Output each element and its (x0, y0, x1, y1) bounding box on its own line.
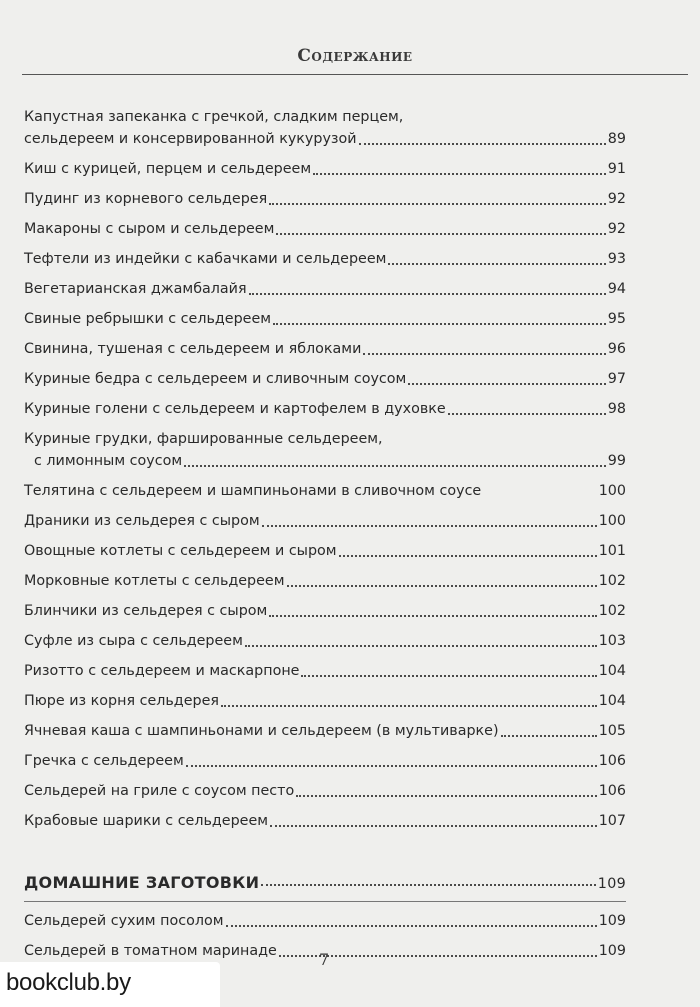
toc-entry-title: Свиные ребрышки с сельдереем (24, 311, 272, 327)
watermark-text: bookclub.by (6, 969, 131, 996)
toc-entry-page: 107 (598, 813, 626, 829)
toc-entry (24, 270, 626, 300)
toc-entry-title: с лимонным соусом (34, 453, 183, 469)
dot-leader (339, 555, 597, 557)
toc-entry (24, 180, 626, 210)
dot-leader (388, 263, 605, 265)
dot-leader (186, 765, 597, 767)
section-title: ДОМАШНИЕ ЗАГОТОВКИ (24, 873, 260, 892)
toc-entry-title: Гречка с сельдереем (24, 753, 184, 769)
toc-entry-page: 96 (607, 341, 626, 357)
dot-leader (221, 705, 597, 707)
toc-entry (24, 772, 626, 802)
dot-leader (269, 615, 596, 617)
toc-entry-title: Крабовые шарики с сельдереем (24, 813, 269, 829)
dot-leader (448, 413, 606, 415)
toc-entry-page: 92 (607, 191, 626, 207)
toc-entry-page: 95 (607, 311, 626, 327)
toc-entry-title: Сельдерей в томатном маринаде (24, 943, 277, 959)
toc-entry-title: Ризотто с сельдереем и маскарпоне (24, 663, 300, 679)
table-of-contents (24, 100, 626, 962)
toc-entry-title: Сельдерей на гриле с соусом песто (24, 783, 295, 799)
toc-entry (24, 210, 626, 240)
dot-leader (296, 795, 596, 797)
toc-entry-title: Куриные бедра с сельдереем и сливочным соусом (24, 371, 407, 387)
dot-leader (226, 925, 597, 927)
toc-entry (24, 802, 626, 832)
toc-entry (24, 562, 626, 592)
toc-entry-title: Ячневая каша с шампиньонами и сельдереем (в мультиварке) (24, 723, 499, 739)
dot-leader (313, 173, 606, 175)
toc-entry-page: 92 (607, 221, 626, 237)
toc-entry-page: 89 (607, 131, 626, 147)
toc-entry (24, 150, 626, 180)
toc-entry (24, 240, 626, 270)
toc-entry (24, 502, 626, 532)
toc-entry-title: Сельдерей сухим посолом (24, 913, 224, 929)
dot-leader (359, 143, 606, 145)
toc-entry-page: 99 (607, 453, 626, 469)
watermark (0, 962, 220, 1007)
toc-entry-title: Куриные голени с сельдереем и картофелем в духовке (24, 401, 446, 417)
toc-entry-title: Морковные котлеты с сельдереем (24, 573, 285, 589)
section-gap (24, 832, 626, 866)
toc-entry-title: Суфле из сыра с сельдереем (24, 633, 243, 649)
toc-entry-title: сельдереем и консервированной кукурузой (24, 131, 357, 147)
toc-entry-page: 105 (598, 723, 626, 739)
toc-entry-title: Пюре из корня сельдерея (24, 693, 219, 709)
toc-entry-title: Свинина, тушеная с сельдереем и яблоками (24, 341, 362, 357)
toc-entry-title: Овощные котлеты с сельдереем и сыром (24, 543, 337, 559)
dot-leader (501, 735, 597, 737)
dot-leader (408, 383, 605, 385)
toc-entry (24, 106, 626, 150)
dot-leader (249, 293, 606, 295)
toc-entry-title: Драники из сельдерея с сыром (24, 513, 260, 529)
toc-entry-page: 97 (607, 371, 626, 387)
toc-entry (24, 300, 626, 330)
dot-leader (269, 203, 606, 205)
toc-entry (24, 652, 626, 682)
toc-entry-page: 103 (598, 633, 626, 649)
toc-entry-title: Телятина с сельдереем и шампиньонами в сливочном соусе (24, 483, 482, 499)
toc-entry (24, 360, 626, 390)
dot-leader (262, 525, 597, 527)
header-rule (22, 74, 688, 75)
dot-leader (261, 884, 595, 886)
dot-leader (363, 353, 605, 355)
toc-entry-title: Киш с курицей, перцем и сельдереем (24, 161, 312, 177)
toc-entry-page: 109 (598, 943, 626, 959)
toc-entry-page: 106 (598, 783, 626, 799)
dot-leader (276, 233, 605, 235)
toc-entry (24, 472, 626, 502)
dot-leader (273, 323, 606, 325)
toc-entry-page: 109 (598, 913, 626, 929)
toc-entry (24, 428, 626, 472)
toc-entry (24, 532, 626, 562)
toc-entry (24, 742, 626, 772)
toc-entry (24, 622, 626, 652)
dot-leader (184, 465, 606, 467)
toc-entry (24, 330, 626, 360)
page-number: 7 (318, 950, 330, 969)
toc-entry-page: 104 (598, 663, 626, 679)
toc-entry (24, 390, 626, 420)
toc-entry-title: Блинчики из сельдерея с сыром (24, 603, 268, 619)
toc-entry-title: Тефтели из индейки с кабачками и сельдереем (24, 251, 387, 267)
toc-entry-title: Пудинг из корневого сельдерея (24, 191, 268, 207)
toc-entry-page: 102 (598, 573, 626, 589)
toc-entry-page: 91 (607, 161, 626, 177)
toc-entry-page: 94 (607, 281, 626, 297)
toc-entry-title: Макароны с сыром и сельдереем (24, 221, 275, 237)
toc-entry (24, 682, 626, 712)
toc-entry (24, 902, 626, 932)
dot-leader (301, 675, 596, 677)
toc-entry-page: 106 (598, 753, 626, 769)
toc-entry-page: 100 (598, 513, 626, 529)
toc-section-heading (24, 866, 626, 892)
toc-entry-title: Вегетарианская джамбалайя (24, 281, 247, 297)
toc-entry (24, 712, 626, 742)
toc-entry-page: 104 (598, 693, 626, 709)
dot-leader (270, 825, 597, 827)
toc-entry-page: 102 (598, 603, 626, 619)
toc-entry-page: 101 (598, 543, 626, 559)
toc-entry-page: 93 (607, 251, 626, 267)
toc-entry-title-line1: Капустная запеканка с гречкой, сладким перцем, (24, 109, 404, 125)
toc-entry (24, 592, 626, 622)
dot-leader (287, 585, 597, 587)
section-page: 109 (597, 876, 626, 892)
dot-leader (245, 645, 597, 647)
running-head: Содержание (297, 46, 413, 66)
toc-entry-page: 98 (607, 401, 626, 417)
toc-entry-title-line1: Куриные грудки, фаршированные сельдереем, (24, 431, 383, 447)
toc-entry-page: 100 (598, 483, 626, 499)
